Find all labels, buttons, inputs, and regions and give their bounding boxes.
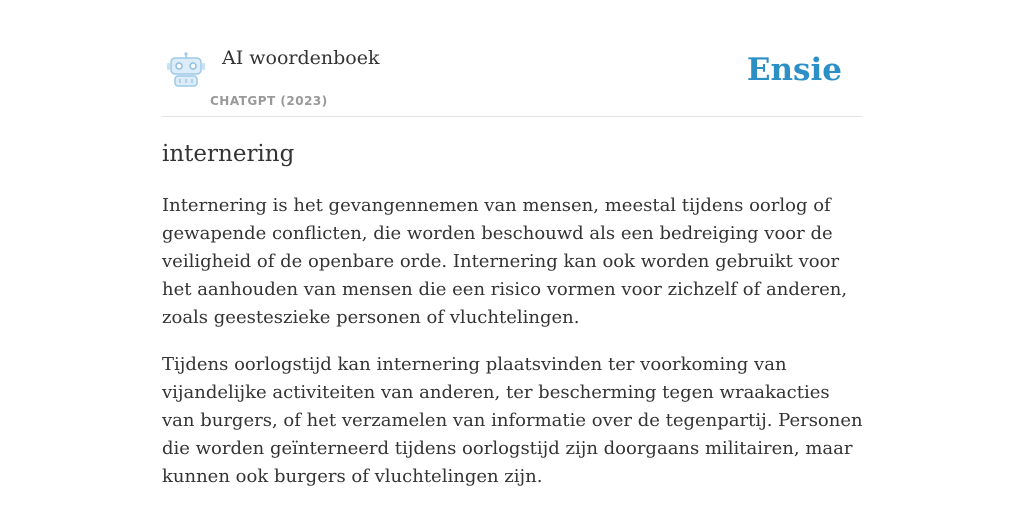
brand-logo[interactable]: Ensie xyxy=(746,52,842,88)
source-meta: CHATGPT (2023) xyxy=(210,94,328,108)
definition-paragraph: Tijdens oorlogstijd kan internering plaatsvinden ter voorkoming van vijandelijke activiteiten van anderen, ter bescherming tegen wraakacties van burgers, of het verzamelen van informatie over de tegenpartij. Personen die worden geïnterneerd tijdens oorlogstijd zijn doorgaans militairen, maar kunnen ook burgers of vluchtelingen zijn. xyxy=(162,354,863,487)
entry-term: internering xyxy=(162,141,295,167)
definition-paragraph: Internering is het gevangennemen van mensen, meestal tijdens oorlog of gewapende conflicten, die worden beschouwd als een bedreiging voor de veiligheid of de openbare orde. Internering kan ook worden gebruikt voor het aanhouden van mensen die een risico vormen voor zichzelf of anderen, zoals geesteszieke personen of vluchtelingen. xyxy=(162,195,848,328)
source-title[interactable]: AI woordenboek xyxy=(222,47,380,69)
entry-definition xyxy=(162,192,866,510)
robot-icon xyxy=(166,52,206,88)
source-header xyxy=(162,40,862,117)
